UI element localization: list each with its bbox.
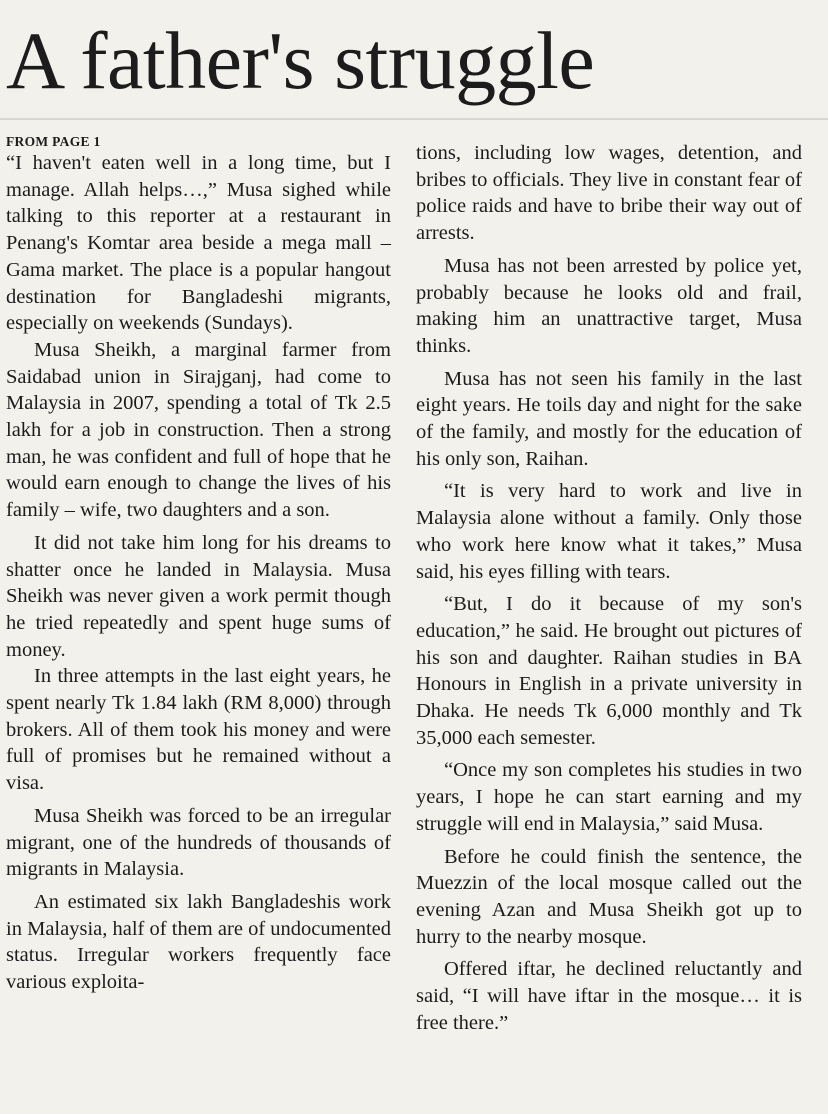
paragraph: “I haven't eaten well in a long time, but I manage. Allah helps…,” Musa sighed while talking to this reporter at a restaurant in Penang's Komtar area beside a mega mall – Gama market. The place is a popular hangout destination for Bangladeshi migrants, especially on weekends (Sundays). <box>6 152 391 335</box>
paragraph: “It is very hard to work and live in Malaysia alone without a family. Only those who work here know what it takes,” Musa said, his eyes filling with tears. <box>416 480 802 583</box>
paragraph: It did not take him long for his dreams to shatter once he landed in Malaysia. Musa Sheikh was never given a work permit though he tried repeatedly and spent huge sums of money. <box>6 531 391 661</box>
paragraph: In three attempts in the last eight years, he spent nearly Tk 1.84 lakh (RM 8,000) through brokers. All of them took his money and were full of promises but he remained without a visa. <box>6 665 391 795</box>
paragraph: “But, I do it because of my son's education,” he said. He brought out pictures of his son and daughter. Raihan studies in BA Honours in English in a private university in Dhaka. He needs Tk 6,000 monthly and Tk 35,000 each semester. <box>416 593 802 749</box>
paragraph: Musa has not seen his family in the last eight years. He toils day and night for the sake of the family, and mostly for the education of his only son, Raihan. <box>416 367 802 470</box>
article-column-right <box>416 140 802 1037</box>
paragraph: tions, including low wages, detention, and bribes to officials. They live in constant fear of police raids and have to bribe their way out of arrests. <box>416 142 802 245</box>
paragraph: Before he could finish the sentence, the Muezzin of the local mosque called out the evening Azan and Musa Sheikh got up to hurry to the nearby mosque. <box>416 845 802 948</box>
paragraph: Musa has not been arrested by police yet, probably because he looks old and frail, making him an unattractive target, Musa thinks. <box>416 254 802 357</box>
headline-rule <box>0 118 828 120</box>
paragraph: “Once my son completes his studies in two years, I hope he can start earning and my struggle will end in Malaysia,” said Musa. <box>416 759 802 835</box>
headline: A father's struggle <box>6 15 595 106</box>
paragraph: Musa Sheikh was forced to be an irregular migrant, one of the hundreds of thousands of migrants in Malaysia. <box>6 804 391 881</box>
article-column-left <box>6 134 391 996</box>
paragraph: Offered iftar, he declined reluctantly and said, “I will have iftar in the mosque… it is free there.” <box>416 958 802 1034</box>
paragraph: Musa Sheikh, a marginal farmer from Saidabad union in Sirajganj, had come to Malaysia in 2007, spending a total of Tk 2.5 lakh for a job in construction. Then a strong man, he was confident and full of hope that he would earn enough to change the lives of his family – wife, two daughters and a son. <box>6 338 391 522</box>
paragraph: An estimated six lakh Bangladeshis work in Malaysia, half of them are of undocumented status. Irregular workers frequently face various exploita- <box>6 890 391 994</box>
kicker: FROM PAGE 1 <box>6 134 101 149</box>
